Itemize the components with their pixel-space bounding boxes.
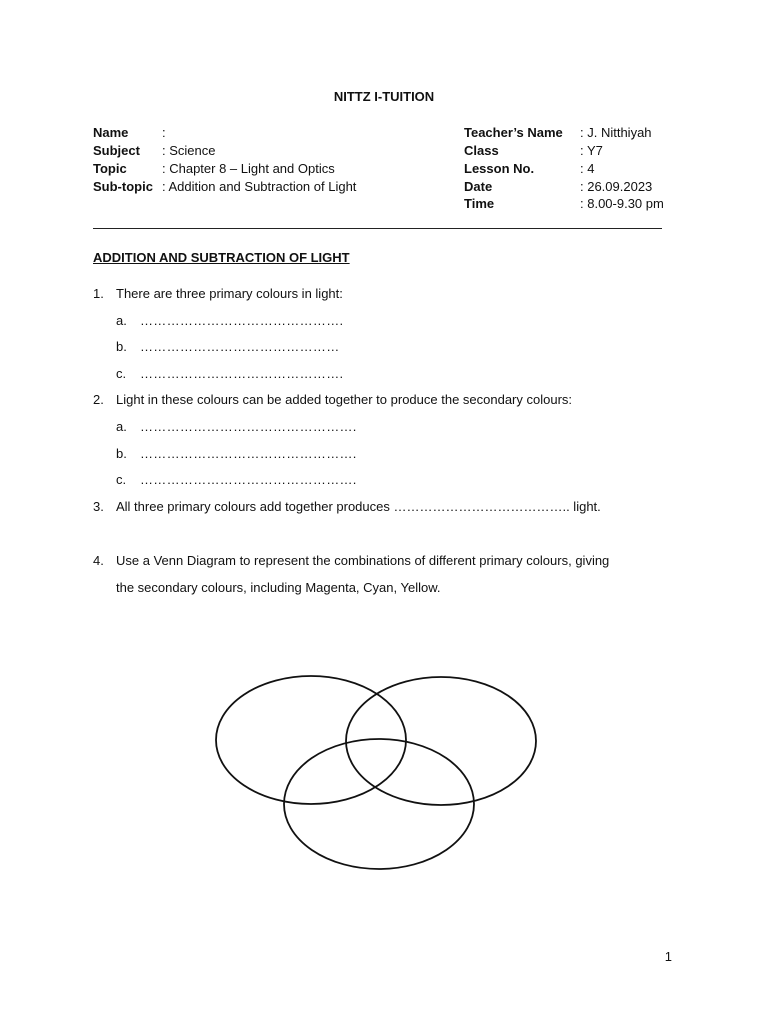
answer-blank[interactable]: …………………………………………. [140, 419, 357, 434]
option-letter: a. [116, 419, 127, 434]
teacher-name-label: Teacher’s Name [464, 125, 563, 140]
option-letter: b. [116, 339, 127, 354]
lesson-no-label: Lesson No. [464, 161, 535, 176]
option-letter: b. [116, 446, 127, 461]
answer-blank[interactable]: ……………………………………… [140, 339, 340, 354]
document-title: NITTZ I-TUITION [333, 89, 435, 104]
topic-value: : Chapter 8 – Light and Optics [162, 161, 335, 176]
question-text: There are three primary colours in light: [116, 286, 343, 301]
venn-circle-right [346, 677, 536, 805]
section-heading: ADDITION AND SUBTRACTION OF LIGHT [93, 250, 350, 265]
class-label: Class [464, 143, 499, 158]
answer-blank[interactable]: ………………………………………. [140, 313, 344, 328]
question-text-line-1: Use a Venn Diagram to represent the combinations of different primary colours, giving [116, 553, 610, 568]
time-value: : 8.00-9.30 pm [580, 196, 664, 211]
time-label: Time [464, 196, 495, 211]
option-letter: c. [116, 366, 127, 381]
separator-line [93, 228, 662, 229]
subtopic-label: Sub-topic [93, 179, 153, 194]
subject-value: : Science [162, 143, 216, 158]
question-number: 4. [93, 553, 104, 568]
question-number: 3. [93, 499, 104, 514]
answer-blank[interactable]: ………………………………………. [140, 366, 344, 381]
date-value: : 26.09.2023 [580, 179, 653, 194]
option-letter: a. [116, 313, 127, 328]
date-label: Date [464, 179, 493, 194]
name-value: : [162, 125, 166, 140]
option-letter: c. [116, 472, 127, 487]
answer-blank[interactable]: …………………………………………. [140, 472, 357, 487]
page-number: 1 [664, 949, 672, 964]
question-number: 1. [93, 286, 104, 301]
teacher-name-value: : J. Nitthiyah [580, 125, 652, 140]
venn-circle-left [216, 676, 406, 804]
answer-blank[interactable]: …………………………………………. [140, 446, 357, 461]
topic-label: Topic [93, 161, 127, 176]
class-value: : Y7 [580, 143, 603, 158]
subtopic-value: : Addition and Subtraction of Light [162, 179, 357, 194]
venn-diagram [200, 660, 560, 880]
question-text-line-2: the secondary colours, including Magenta, Cyan, Yellow. [116, 580, 441, 595]
question-text: All three primary colours add together produces ………………………………….. light. [116, 499, 601, 514]
lesson-no-value: : 4 [580, 161, 595, 176]
name-label: Name [93, 125, 129, 140]
question-text: Light in these colours can be added together to produce the secondary colours: [116, 392, 573, 407]
question-number: 2. [93, 392, 104, 407]
subject-label: Subject [93, 143, 140, 158]
